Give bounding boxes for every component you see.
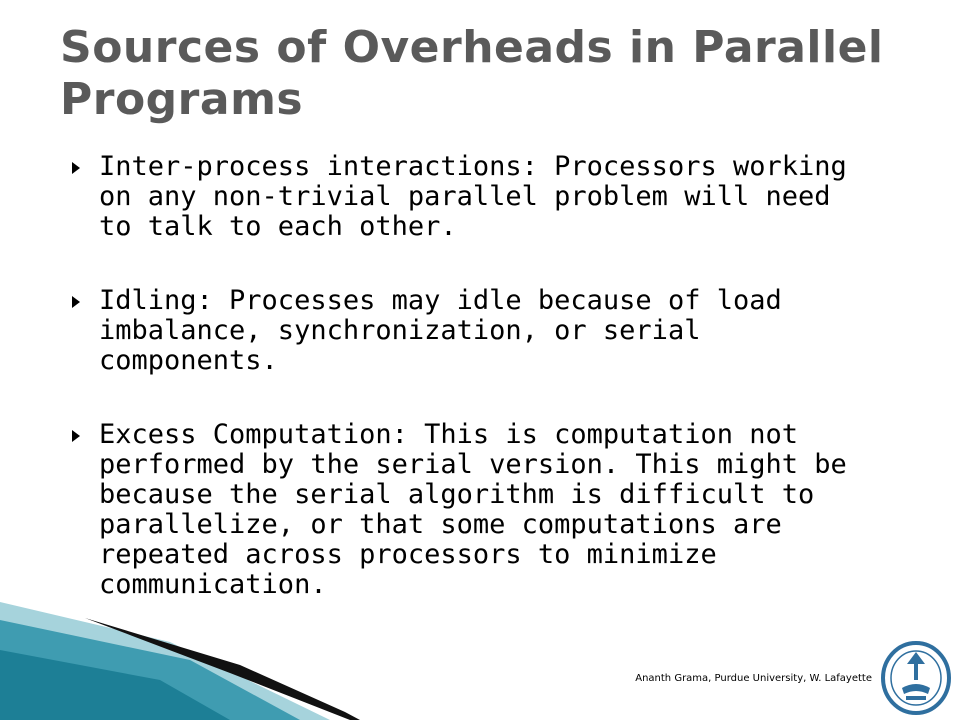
bullet-text: Idling: Processes may idle because of load imbalance, synchronization, or serial components. [99, 285, 782, 376]
right-triangle-icon [72, 430, 80, 442]
footer-credit: Ananth Grama, Purdue University, W. Lafayette [635, 673, 872, 684]
bullet-item [70, 286, 870, 376]
decorative-wave [0, 580, 960, 720]
slide-title: Sources of Overheads in Parallel Programs [60, 22, 884, 125]
university-seal-logo [880, 640, 952, 716]
bullet-list [70, 152, 870, 644]
bullet-text: Excess Computation: This is computation not performed by the serial version. This might be because the serial algorithm is difficult to parallelize, or that some computations are repeated across processors to minimize communication. [99, 419, 847, 600]
bullet-item [70, 152, 870, 242]
bullet-item [70, 420, 870, 600]
right-triangle-icon [72, 162, 80, 174]
bullet-text: Inter-process interactions: Processors working on any non-trivial parallel problem will need to talk to each other. [99, 151, 847, 242]
right-triangle-icon [72, 296, 80, 308]
